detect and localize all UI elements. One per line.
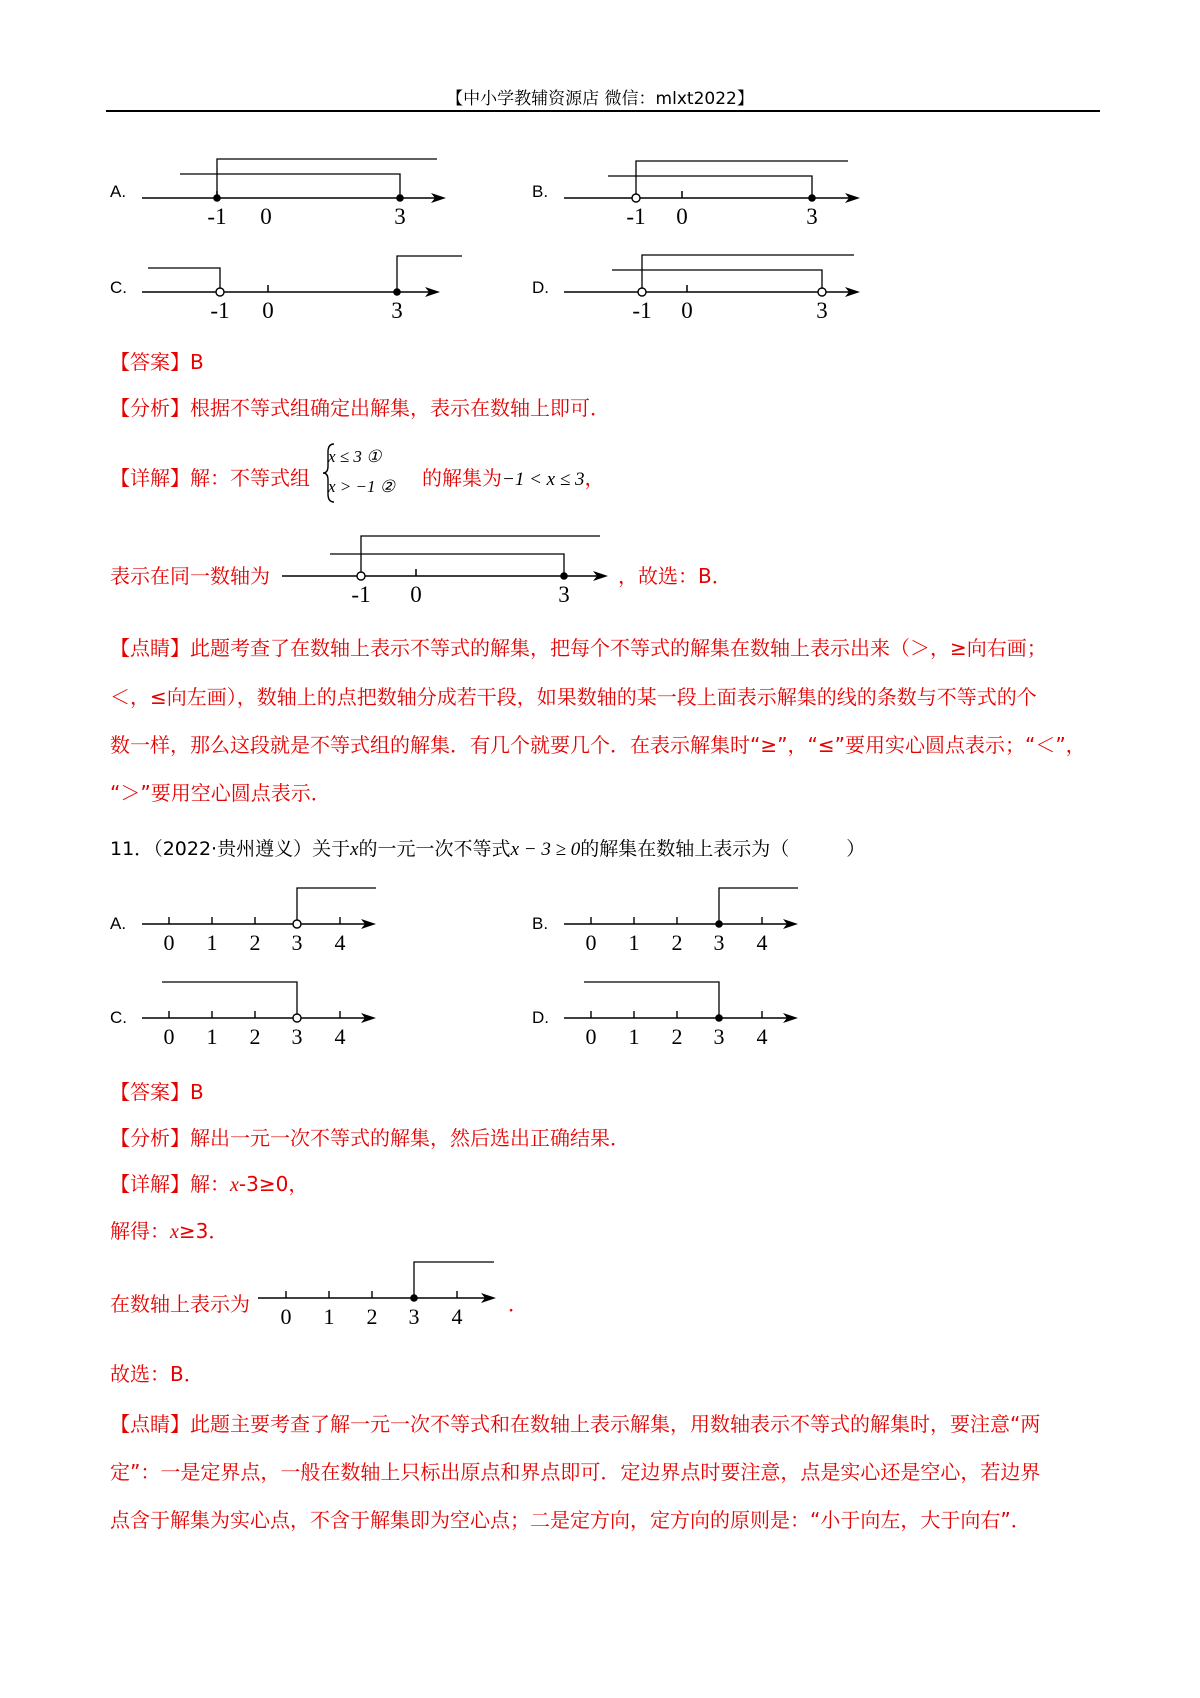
- tick-label: 0: [410, 582, 422, 607]
- system-line-1: x ≤ 3 ①: [328, 447, 382, 466]
- tick-label: 1: [206, 1024, 218, 1049]
- tick-label: 3: [806, 204, 818, 229]
- q11-analysis: [110, 1122, 630, 1151]
- q11-detail: [110, 1168, 308, 1197]
- q11-answer: [110, 1076, 204, 1105]
- solved-expr: ≥3．: [178, 1219, 229, 1243]
- detail-prefix: 解：不等式组: [190, 466, 310, 490]
- answer-value: B: [190, 1080, 204, 1104]
- q11-text-b: 的一元一次不等式: [358, 838, 511, 860]
- tick-label: 2: [366, 1304, 378, 1329]
- tick-label: 3: [394, 204, 406, 229]
- q10-option-c-label[interactable]: C.: [110, 278, 127, 297]
- q10-choose: ，故选：B．: [618, 564, 732, 588]
- q11-text-a: 关于: [312, 838, 351, 860]
- q11-comment-line-3: 点含于解集为实心点，不含于解集即为空心点；二是定方向，定方向的原则是：“小于向左，大于向右”．: [110, 1508, 1031, 1532]
- q11-stem: [110, 834, 865, 861]
- q10-comment-line-3: 数一样，那么这段就是不等式组的解集．有几个就要几个．在表示解集时“≥”，“≤”要用实心圆点表示；“＜”，: [110, 733, 1086, 757]
- q11-solved: [110, 1215, 228, 1244]
- analysis-tag: 【分析】: [110, 396, 190, 420]
- detail-expr: -3≥0，: [238, 1172, 309, 1196]
- q11-option-c-label[interactable]: C.: [110, 1008, 127, 1027]
- solved-var: x: [170, 1221, 179, 1243]
- q10-option-d-numberline: [562, 244, 872, 324]
- detail-tag: 【详解】: [110, 1172, 190, 1196]
- q11-option-a-label[interactable]: A.: [110, 914, 127, 933]
- answer-tag: 【答案】: [110, 1080, 190, 1104]
- system-line-2: x > −1 ②: [328, 477, 395, 496]
- q11-inequality: x − 3 ≥ 0: [510, 839, 581, 860]
- header-divider: [106, 110, 1100, 112]
- tick-label: -1: [626, 204, 646, 229]
- q11-option-b-numberline: [562, 880, 812, 960]
- comment-tag: 【点睛】: [110, 636, 190, 660]
- q11-option-d-numberline: [562, 974, 812, 1054]
- tick-label: 0: [163, 930, 175, 955]
- tick-label: 3: [558, 582, 570, 607]
- tick-label: 0: [163, 1024, 175, 1049]
- tick-label: 3: [291, 1024, 303, 1049]
- q11-choose: 故选：B．: [110, 1362, 204, 1386]
- tick-label: 0: [585, 1024, 597, 1049]
- q10-axis-prefix: 表示在同一数轴为: [110, 564, 270, 588]
- q10-option-d-label[interactable]: D.: [532, 278, 549, 297]
- q10-comment-line-2: ＜，≤向左画），数轴上的点把数轴分成若干段，如果数轴的某一段上面表示解集的线的条数与不等式的个: [110, 685, 1037, 709]
- q11-option-b-label[interactable]: B.: [532, 914, 549, 933]
- q10-option-b-label[interactable]: B.: [532, 182, 549, 201]
- q11-comment-line-2: 定”：一是定界点，一般在数轴上只标出原点和界点即可．定边界点时要注意，点是实心还是空心，若边界: [110, 1460, 1041, 1484]
- q10-option-a-label[interactable]: A.: [110, 182, 127, 201]
- tick-label: 0: [260, 204, 272, 229]
- tick-label: 4: [756, 1024, 768, 1049]
- tick-label: 2: [249, 930, 261, 955]
- tick-label: 1: [628, 930, 640, 955]
- q10-analysis: [110, 392, 610, 421]
- detail-prefix: 解：: [190, 1172, 230, 1196]
- q10-answer: [110, 346, 204, 375]
- analysis-tag: 【分析】: [110, 1126, 190, 1150]
- tick-label: 3: [816, 298, 828, 323]
- tick-label: -1: [207, 204, 227, 229]
- tick-label: -1: [351, 582, 371, 607]
- tick-label: 0: [681, 298, 693, 323]
- q11-source: （2022·贵州遵义）: [153, 838, 313, 860]
- analysis-text: 解出一元一次不等式的解集，然后选出正确结果．: [190, 1126, 630, 1150]
- q11-comment-line-1: [110, 1408, 1040, 1437]
- tick-label: 1: [628, 1024, 640, 1049]
- tick-label: 2: [671, 930, 683, 955]
- q11-text-c: 的解集在数轴上表示为（ ）: [580, 838, 866, 860]
- detail-solution: −1 < x ≤ 3: [502, 469, 585, 490]
- detail-var: x: [230, 1174, 239, 1196]
- q11-option-d-label[interactable]: D.: [532, 1008, 549, 1027]
- tick-label: 1: [206, 930, 218, 955]
- tick-label: 4: [334, 1024, 346, 1049]
- q10-detail-middle: [422, 462, 605, 491]
- q11-number: 11．: [110, 838, 154, 860]
- page-header: 【中小学教辅资源店 微信：mlxt2022】: [446, 89, 754, 109]
- tick-label: 3: [713, 1024, 725, 1049]
- q10-solution-numberline: [280, 528, 610, 608]
- answer-value: B: [190, 350, 204, 374]
- tick-label: 0: [676, 204, 688, 229]
- tick-label: -1: [632, 298, 652, 323]
- q10-option-a-numberline: [140, 150, 450, 230]
- tick-label: 0: [280, 1304, 292, 1329]
- tick-label: 3: [291, 930, 303, 955]
- q11-axis-prefix: 在数轴上表示为: [110, 1292, 250, 1316]
- tick-label: 2: [249, 1024, 261, 1049]
- analysis-text: 根据不等式组确定出解集，表示在数轴上即可．: [190, 396, 610, 420]
- comment-tag: 【点睛】: [110, 1412, 190, 1436]
- detail-middle: 的解集为: [422, 466, 502, 490]
- tick-label: 2: [671, 1024, 683, 1049]
- tick-label: 4: [756, 930, 768, 955]
- q11-solution-numberline: [256, 1254, 506, 1334]
- answer-tag: 【答案】: [110, 350, 190, 374]
- q10-comment-line-4: “＞”要用空心圆点表示．: [110, 781, 331, 805]
- comment-text: 此题主要考查了解一元一次不等式和在数轴上表示解集，用数轴表示不等式的解集时，要注意“两: [190, 1412, 1041, 1436]
- tick-label: 0: [262, 298, 274, 323]
- q11-option-c-numberline: [140, 974, 390, 1054]
- tick-label: 3: [391, 298, 403, 323]
- q11-axis-suffix: ．: [508, 1292, 528, 1316]
- tick-label: 4: [451, 1304, 463, 1329]
- tick-label: -1: [210, 298, 230, 323]
- comment-text: 此题考查了在数轴上表示不等式的解集，把每个不等式的解集在数轴上表示出来（＞，≥向右画；: [190, 636, 1047, 660]
- detail-tag: 【详解】: [110, 466, 190, 490]
- tick-label: 3: [713, 930, 725, 955]
- q10-comment-line-1: [110, 632, 1047, 661]
- tick-label: 3: [408, 1304, 420, 1329]
- tick-label: 1: [323, 1304, 335, 1329]
- inequality-system: [328, 441, 418, 505]
- q10-detail: [110, 462, 310, 491]
- detail-suffix: ，: [584, 466, 605, 490]
- solved-prefix: 解得：: [110, 1219, 170, 1243]
- q11-var: x: [350, 839, 359, 860]
- q11-option-a-numberline: [140, 880, 390, 960]
- q10-option-b-numberline: [562, 150, 872, 230]
- q10-option-c-numberline: [140, 244, 470, 324]
- tick-label: 4: [334, 930, 346, 955]
- tick-label: 0: [585, 930, 597, 955]
